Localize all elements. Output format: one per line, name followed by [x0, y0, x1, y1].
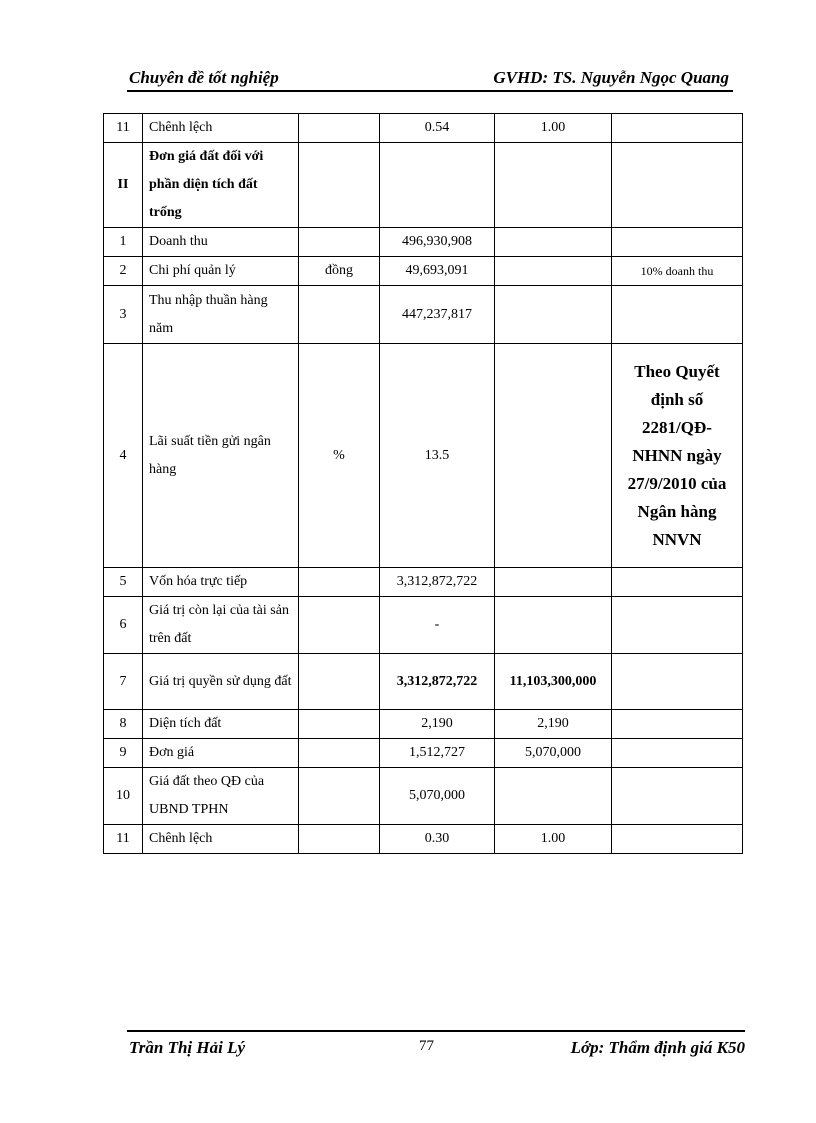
table-row	[104, 257, 743, 286]
row-value-2: 5,070,000	[495, 739, 612, 768]
row-number: 5	[104, 568, 143, 597]
table-row	[104, 228, 743, 257]
row-note	[612, 739, 743, 768]
header-supervisor: GVHD: TS. Nguyễn Ngọc Quang	[493, 68, 729, 87]
table-row	[104, 825, 743, 854]
row-number: 8	[104, 710, 143, 739]
row-unit	[299, 228, 380, 257]
row-number: 10	[104, 768, 143, 825]
row-note	[612, 228, 743, 257]
row-value-1: 5,070,000	[380, 768, 495, 825]
section-row	[104, 143, 743, 228]
row-label: Đơn giá	[143, 739, 299, 768]
row-value-1	[380, 143, 495, 228]
valuation-table	[103, 113, 743, 854]
row-number: 9	[104, 739, 143, 768]
table-row	[104, 710, 743, 739]
row-label: Vốn hóa trực tiếp	[143, 568, 299, 597]
row-number: 1	[104, 228, 143, 257]
page-footer	[127, 1030, 745, 1062]
row-value-2: 2,190	[495, 710, 612, 739]
row-label: Lãi suất tiền gửi ngân hàng	[143, 344, 299, 568]
row-note	[612, 143, 743, 228]
row-value-1: 3,312,872,722	[380, 654, 495, 710]
page-header	[127, 66, 733, 92]
row-label: Diện tích đất	[143, 710, 299, 739]
row-value-1: 2,190	[380, 710, 495, 739]
row-unit: %	[299, 344, 380, 568]
row-value-1: 0.30	[380, 825, 495, 854]
row-unit	[299, 597, 380, 654]
table-row	[104, 597, 743, 654]
footer-class: Lớp: Thẩm định giá K50	[570, 1038, 745, 1057]
row-note	[612, 654, 743, 710]
row-label: Thu nhập thuần hàng năm	[143, 286, 299, 344]
row-value-2	[495, 257, 612, 286]
row-value-1: 447,237,817	[380, 286, 495, 344]
header-title: Chuyên đề tốt nghiệp	[129, 68, 279, 87]
table-row	[104, 768, 743, 825]
row-unit	[299, 768, 380, 825]
row-number: 7	[104, 654, 143, 710]
row-value-2: 11,103,300,000	[495, 654, 612, 710]
row-label: Giá trị còn lại của tài sản trên đất	[143, 597, 299, 654]
row-value-2	[495, 286, 612, 344]
row-label: Chênh lệch	[143, 825, 299, 854]
row-number: 11	[104, 825, 143, 854]
row-note	[612, 825, 743, 854]
table-row	[104, 568, 743, 597]
row-note	[612, 768, 743, 825]
row-value-1: 1,512,727	[380, 739, 495, 768]
row-note: Theo Quyết định số 2281/QĐ-NHNN ngày 27/9/2010 của Ngân hàng NNVN	[612, 344, 743, 568]
row-note: 10% doanh thu	[612, 257, 743, 286]
row-label: Chi phí quản lý	[143, 257, 299, 286]
section-label: Đơn giá đất đối với phần diện tích đất trống	[143, 143, 299, 228]
row-value-1: 13.5	[380, 344, 495, 568]
table-row	[104, 739, 743, 768]
row-unit	[299, 654, 380, 710]
table-row	[104, 114, 743, 143]
row-number: 4	[104, 344, 143, 568]
row-unit	[299, 143, 380, 228]
row-value-1: 3,312,872,722	[380, 568, 495, 597]
row-number: 11	[104, 114, 143, 143]
row-unit	[299, 825, 380, 854]
row-label: Giá đất theo QĐ của UBND TPHN	[143, 768, 299, 825]
table-row	[104, 654, 743, 710]
row-value-1: 496,930,908	[380, 228, 495, 257]
row-number: 3	[104, 286, 143, 344]
row-unit	[299, 286, 380, 344]
row-value-2	[495, 597, 612, 654]
row-value-2	[495, 768, 612, 825]
row-note	[612, 710, 743, 739]
row-value-2	[495, 568, 612, 597]
section-number: II	[104, 143, 143, 228]
row-unit	[299, 568, 380, 597]
row-value-1: 0.54	[380, 114, 495, 143]
row-value-2	[495, 344, 612, 568]
row-value-2	[495, 228, 612, 257]
row-number: 2	[104, 257, 143, 286]
row-note	[612, 568, 743, 597]
row-note	[612, 114, 743, 143]
row-unit	[299, 114, 380, 143]
row-label: Chênh lệch	[143, 114, 299, 143]
row-value-1: -	[380, 597, 495, 654]
row-value-2: 1.00	[495, 825, 612, 854]
row-number: 6	[104, 597, 143, 654]
row-value-2	[495, 143, 612, 228]
row-value-2: 1.00	[495, 114, 612, 143]
row-note	[612, 286, 743, 344]
row-unit: đồng	[299, 257, 380, 286]
row-unit	[299, 710, 380, 739]
footer-author: Trần Thị Hải Lý	[129, 1038, 246, 1057]
row-label: Giá trị quyền sử dụng đất	[143, 654, 299, 710]
row-unit	[299, 739, 380, 768]
page-number: 77	[419, 1038, 434, 1054]
row-label: Doanh thu	[143, 228, 299, 257]
row-note	[612, 597, 743, 654]
table-row	[104, 286, 743, 344]
table-row	[104, 344, 743, 568]
row-value-1: 49,693,091	[380, 257, 495, 286]
